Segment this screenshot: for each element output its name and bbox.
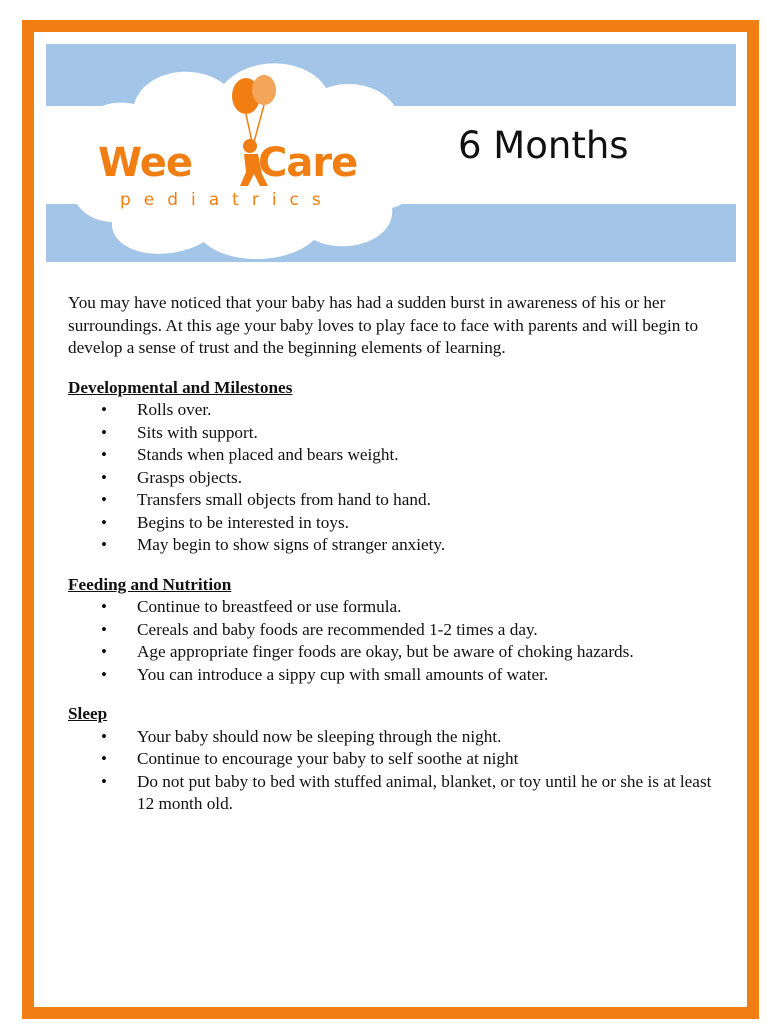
list-item: • Transfers small objects from hand to hand.	[68, 489, 718, 512]
bullet-list	[68, 399, 718, 557]
page-header	[46, 44, 736, 262]
list-item: • Do not put baby to bed with stuffed animal, blanket, or toy until he or she is at least 12 month old.	[68, 771, 718, 816]
section-development	[68, 377, 718, 557]
logo-word-care: Care	[258, 140, 358, 186]
list-item: • You can introduce a sippy cup with small amounts of water.	[68, 664, 718, 687]
list-item: • Continue to encourage your baby to self soothe at night	[68, 748, 718, 771]
list-item: • Stands when placed and bears weight.	[68, 444, 718, 467]
logo-subtitle: pediatrics	[120, 190, 334, 210]
list-item: • Grasps objects.	[68, 467, 718, 490]
intro-paragraph: You may have noticed that your baby has had a sudden burst in awareness of his or her surroundings. At this age your baby loves to play face to face with parents and will begin to develop a sense of trust and the beginning elements of learning.	[68, 293, 699, 357]
section-heading: Developmental and Milestones	[68, 377, 293, 397]
bullet-list	[68, 596, 718, 686]
section-feeding	[68, 574, 718, 687]
logo-word-wee: Wee	[98, 140, 192, 186]
page-border	[22, 20, 759, 1019]
section-heading: Sleep	[68, 704, 108, 723]
list-item: • Sits with support.	[68, 422, 718, 445]
list-item: • Rolls over.	[68, 399, 718, 422]
page-title: 6 Months	[458, 124, 629, 167]
section-sleep	[68, 703, 718, 816]
list-item: • Continue to breastfeed or use formula.	[68, 596, 718, 619]
content-body	[68, 292, 718, 833]
list-item: • Begins to be interested in toys.	[68, 512, 718, 535]
list-item: • Cereals and baby foods are recommended 1-2 times a day.	[68, 619, 718, 642]
list-item: • Your baby should now be sleeping through the night.	[68, 726, 718, 749]
list-item: • Age appropriate finger foods are okay, but be aware of choking hazards.	[68, 641, 718, 664]
section-heading: Feeding and Nutrition	[68, 574, 232, 594]
list-item: • May begin to show signs of stranger anxiety.	[68, 534, 718, 557]
bullet-list	[68, 726, 718, 816]
